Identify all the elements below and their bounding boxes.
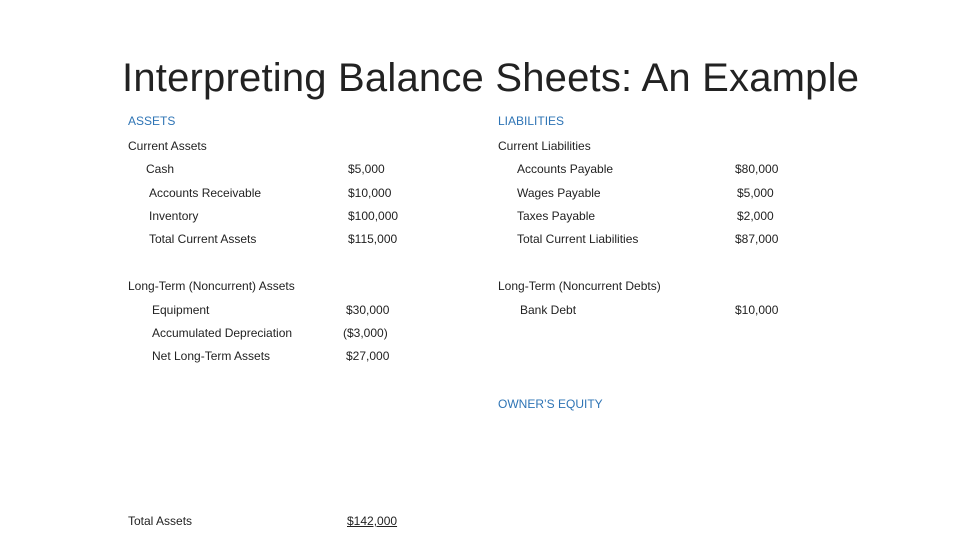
liability-row-label: Wages Payable (517, 186, 601, 200)
asset-row-value: $30,000 (346, 303, 390, 317)
assets-heading: ASSETS (128, 114, 176, 128)
owners-equity-heading: OWNER’S EQUITY (498, 397, 603, 411)
asset-row-label: Accumulated Depreciation (152, 326, 293, 340)
asset-row-label: Net Long-Term Assets (152, 349, 271, 363)
current-assets-label: Current Assets (128, 139, 207, 153)
total-assets-value: $142,000 (347, 514, 398, 528)
liability-row-value: $10,000 (735, 303, 779, 317)
liability-row-value: $5,000 (737, 186, 774, 200)
asset-row-label: Cash (146, 162, 175, 176)
asset-row-value: $27,000 (346, 349, 390, 363)
asset-row-label: Accounts Receivable (149, 186, 262, 200)
asset-row-value: ($3,000) (343, 326, 388, 340)
asset-row-label: Total Current Assets (149, 232, 257, 246)
asset-row-value: $10,000 (348, 186, 392, 200)
liability-row-label: Taxes Payable (517, 209, 596, 223)
liability-row-value: $80,000 (735, 162, 779, 176)
liability-row-value: $87,000 (735, 232, 779, 246)
total-assets-label: Total Assets (128, 514, 193, 528)
asset-row-value: $5,000 (348, 162, 385, 176)
liabilities-heading: LIABILITIES (498, 114, 565, 128)
asset-row-label: Inventory (149, 209, 199, 223)
liability-row-value: $2,000 (737, 209, 774, 223)
long-term-assets-label: Long-Term (Noncurrent) Assets (128, 279, 295, 293)
liability-row-label: Accounts Payable (517, 162, 614, 176)
asset-row-label: Equipment (152, 303, 210, 317)
long-term-debts-label: Long-Term (Noncurrent Debts) (498, 279, 661, 293)
liability-row-label: Total Current Liabilities (517, 232, 639, 246)
current-liabilities-label: Current Liabilities (498, 139, 591, 153)
asset-row-value: $115,000 (348, 232, 398, 246)
asset-row-value: $100,000 (348, 209, 399, 223)
page-title: Interpreting Balance Sheets: An Example (122, 56, 860, 100)
liability-row-label: Bank Debt (520, 303, 577, 317)
